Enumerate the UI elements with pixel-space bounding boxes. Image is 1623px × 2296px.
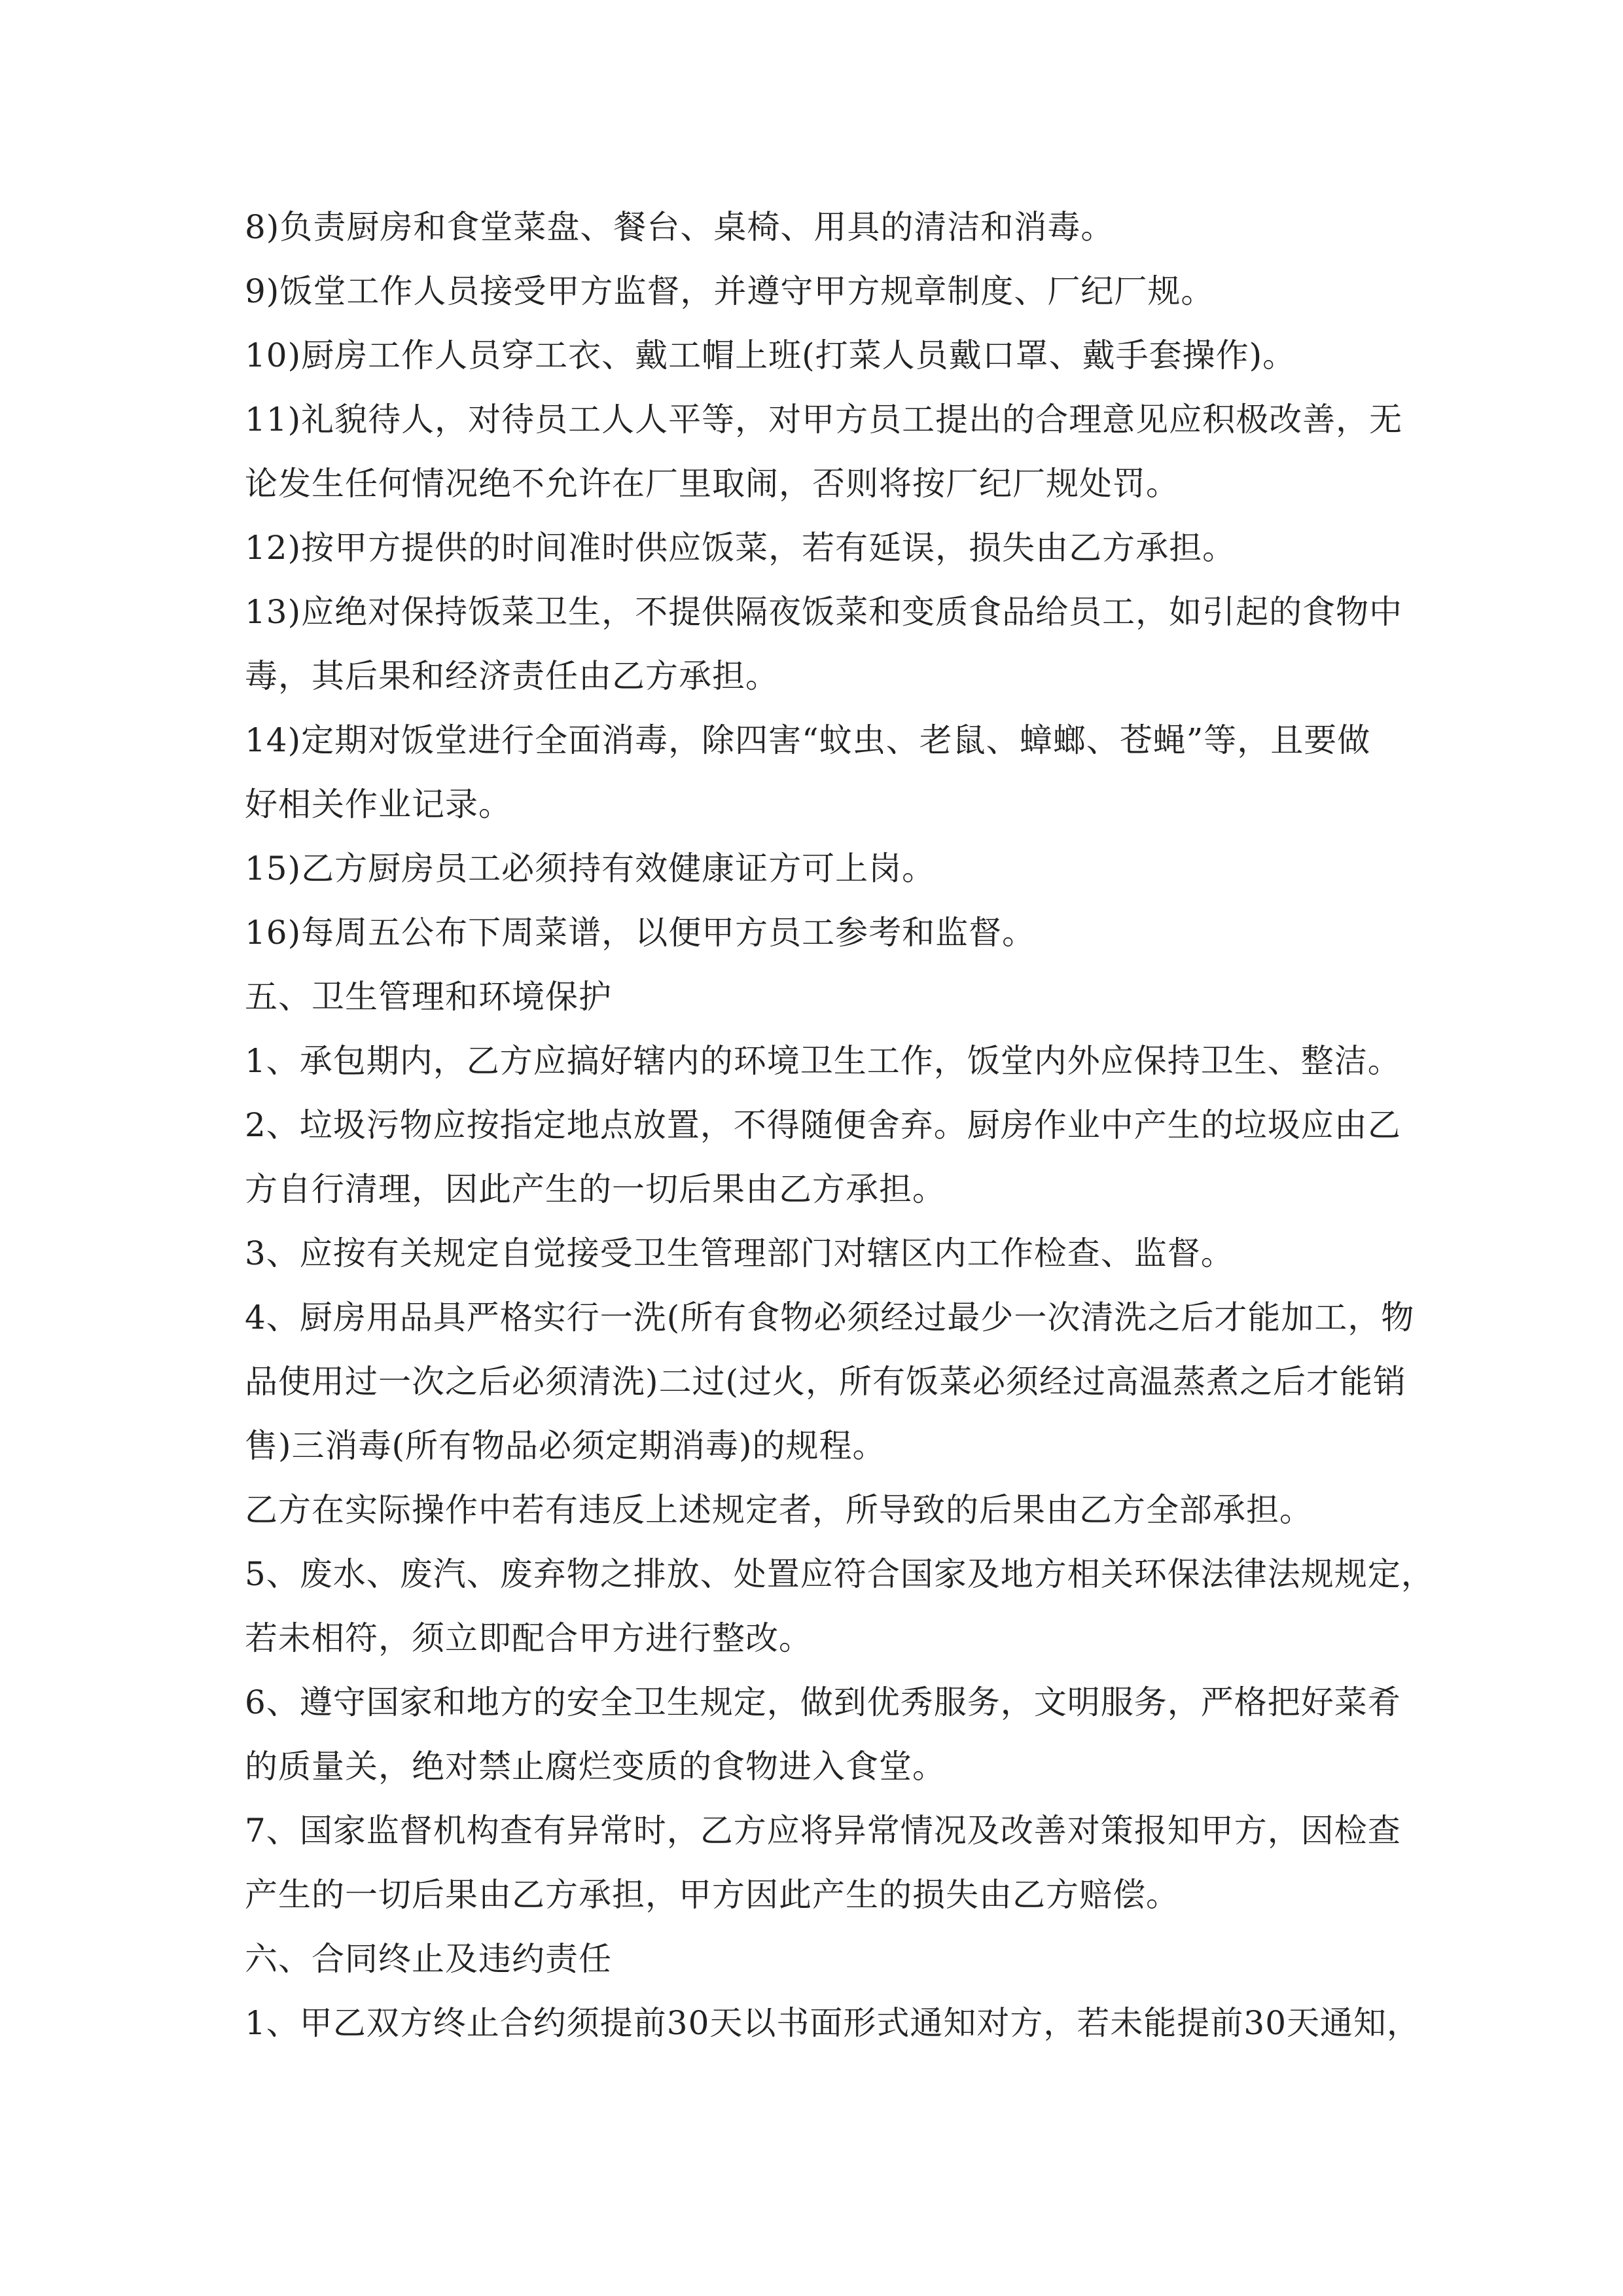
text-line: 16)每周五公布下周菜谱，以便甲方员工参考和监督。 [245, 914, 1036, 952]
text-line: 4、厨房用品具严格实行一洗(所有食物必须经过最少一次清洗之后才能加工，物 [245, 1299, 1415, 1336]
text-line: 产生的一切后果由乙方承担，甲方因此产生的损失由乙方赔偿。 [245, 1876, 1179, 1914]
document-body [245, 195, 1435, 2055]
text-line: 好相关作业记录。 [245, 785, 512, 823]
text-line: 7、国家监督机构查有异常时，乙方应将异常情况及改善对策报知甲方，因检查 [245, 1812, 1401, 1850]
text-line: 8)负责厨房和食堂菜盘、餐台、桌椅、用具的清洁和消毒。 [245, 208, 1115, 246]
text-line: 9)饭堂工作人员接受甲方监督，并遵守甲方规章制度、厂纪厂规。 [245, 272, 1215, 310]
text-line: 15)乙方厨房员工必须持有效健康证方可上岗。 [245, 850, 936, 888]
text-line: 14)定期对饭堂进行全面消毒，除四害“蚊虫、老鼠、蟑螂、苍蝇”等，且要做 [245, 721, 1371, 759]
text-line: 10)厨房工作人员穿工衣、戴工帽上班(打菜人员戴口罩、戴手套操作)。 [245, 336, 1296, 374]
section-heading: 六、合同终止及违约责任 [245, 1940, 612, 1978]
text-line: 13)应绝对保持饭菜卫生，不提供隔夜饭菜和变质食品给员工，如引起的食物中 [245, 593, 1403, 631]
text-line: 乙方在实际操作中若有违反上述规定者，所导致的后果由乙方全部承担。 [245, 1491, 1313, 1529]
text-line: 论发生任何情况绝不允许在厂里取闹，否则将按厂纪厂规处罚。 [245, 465, 1179, 503]
text-line: 毒，其后果和经济责任由乙方承担。 [245, 657, 779, 695]
section-heading: 五、卫生管理和环境保护 [245, 978, 612, 1016]
text-line: 6、遵守国家和地方的安全卫生规定，做到优秀服务，文明服务，严格把好菜肴 [245, 1683, 1401, 1721]
text-line: 5、废水、废汽、废弃物之排放、处置应符合国家及地方相关环保法律法规规定， [245, 1555, 1435, 1593]
text-line: 1、甲乙双方终止合约须提前30天以书面形式通知对方，若未能提前30天通知， [245, 2004, 1421, 2042]
text-line: 品使用过一次之后必须清洗)二过(过火，所有饭菜必须经过高温蒸煮之后才能销 [245, 1363, 1407, 1401]
text-line: 的质量关，绝对禁止腐烂变质的食物进入食堂。 [245, 1748, 946, 1785]
text-line: 方自行清理，因此产生的一切后果由乙方承担。 [245, 1170, 946, 1208]
text-line: 若未相符，须立即配合甲方进行整改。 [245, 1619, 812, 1657]
text-line: 12)按甲方提供的时间准时供应饭菜，若有延误，损失由乙方承担。 [245, 529, 1236, 567]
text-line: 11)礼貌待人，对待员工人人平等，对甲方员工提出的合理意见应积极改善，无 [245, 401, 1403, 439]
text-line: 1、承包期内，乙方应搞好辖内的环境卫生工作，饭堂内外应保持卫生、整洁。 [245, 1042, 1401, 1080]
text-line: 2、垃圾污物应按指定地点放置，不得随便舍弃。厨房作业中产生的垃圾应由乙 [245, 1106, 1401, 1144]
text-line: 售)三消毒(所有物品必须定期消毒)的规程。 [245, 1427, 886, 1465]
text-line: 3、应按有关规定自觉接受卫生管理部门对辖区内工作检查、监督。 [245, 1234, 1234, 1272]
